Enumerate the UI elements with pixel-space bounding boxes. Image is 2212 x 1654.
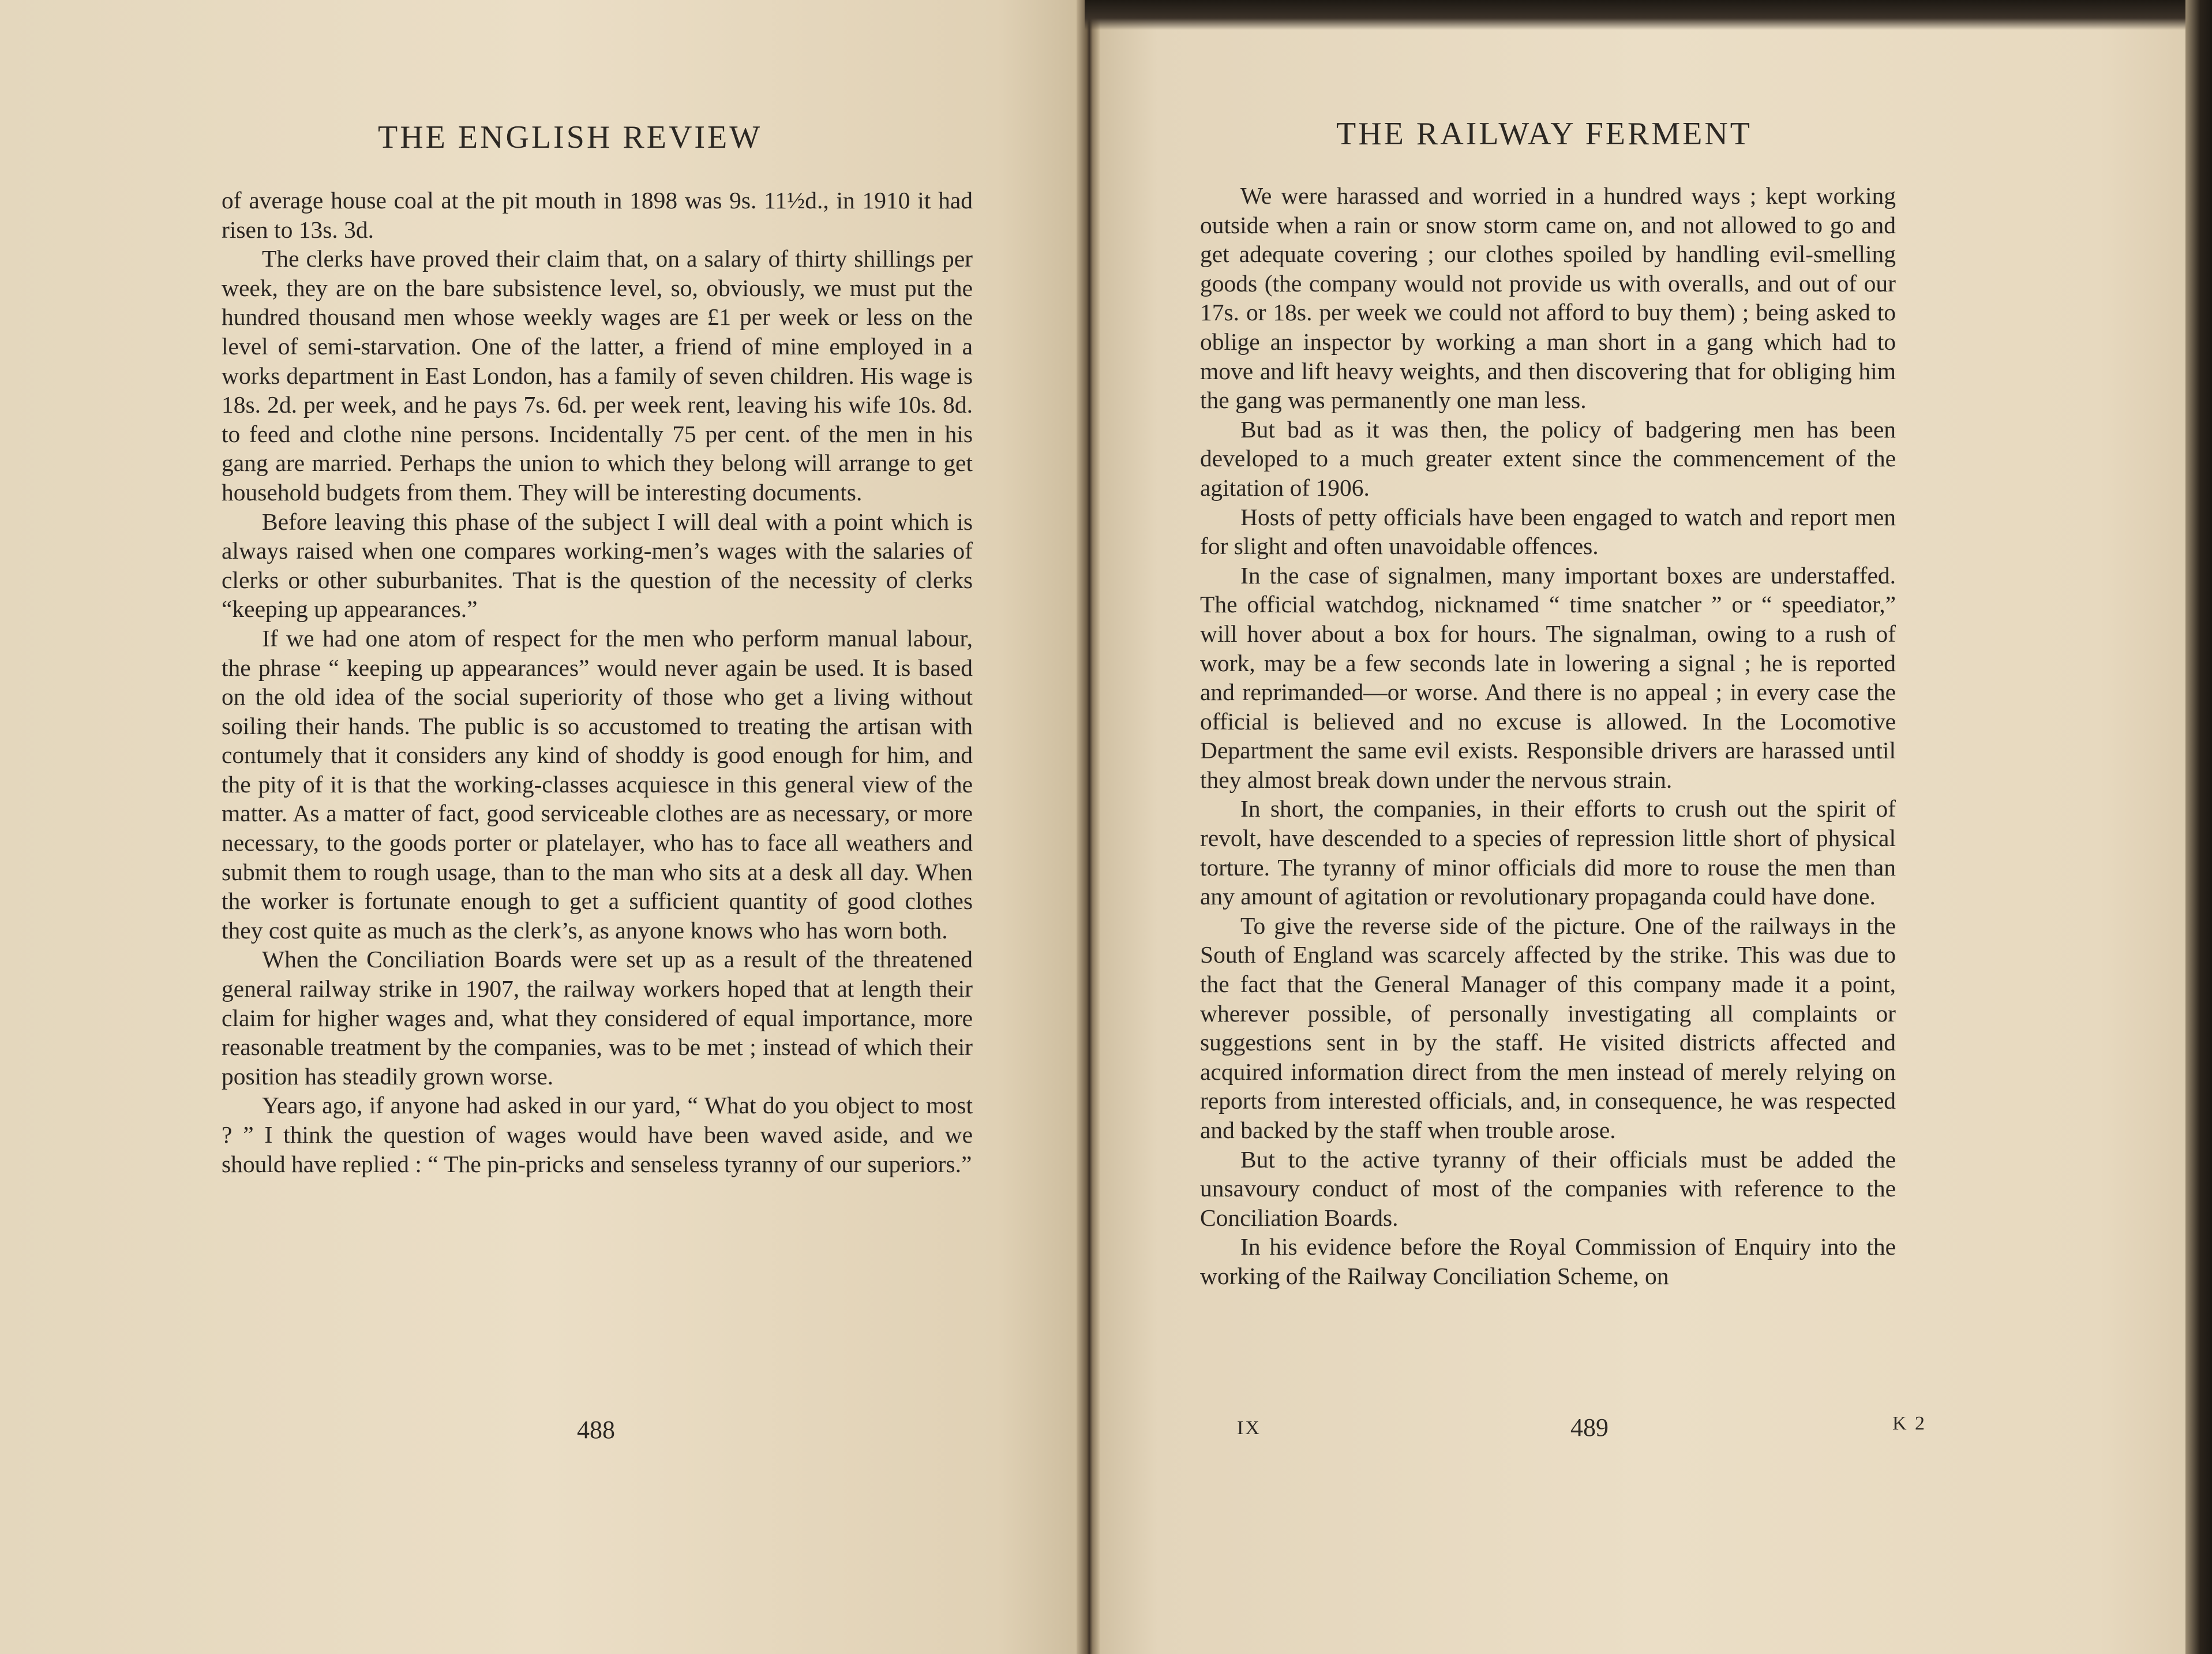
right-paragraph-7: But to the active tyranny of their officials must be added the unsavoury conduct of most of the companies with reference to the Conciliation Boards. [1200, 1146, 1896, 1231]
left-text-block [222, 186, 973, 1178]
right-paragraph-4: In the case of signalmen, many important boxes are understaffed. The official watchdog, nicknamed “ time snatcher ” or “ speediator,” will hover about a box for hours. The signalman, owing to a rush of work, may be a few seconds late in lowering a signal ; he is reported and reprimanded—or worse. And there is no appeal ; in every case the official is believed and no excuse is allowed. In the Locomotive Department the same evil exists. Responsible drivers are harassed until they almost break down under the nervous strain. [1200, 562, 1896, 793]
page-right-edge [2185, 0, 2212, 1654]
right-paragraph-8: In his evidence before the Royal Commission of Enquiry into the working of the Railway Conciliation Scheme, on [1200, 1233, 1896, 1289]
right-text-block [1200, 181, 1896, 1291]
left-running-head: THE ENGLISH REVIEW [378, 119, 763, 155]
left-folio: 488 [577, 1416, 615, 1444]
left-paragraph-4: If we had one atom of respect for the men who perform manual labour, the phrase “ keeping up appearances” would never again be used. It is based on the old idea of the social superiority of those who get a living without soiling their hands. The public is so accustomed to treating the artisan with contumely that it considers any kind of shoddy is good enough for him, and the pity of it is that the working-classes acquiesce in this general view of the matter. As a matter of fact, good serviceable clothes are as necessary, or more necessary, to the goods porter or platelayer, who has to face all weathers and submit them to rough usage, than to the man who sits at a desk all day. When the worker is fortunate enough to get a sufficient quantity of good clothes they cost quite as much as the clerk’s, as anyone knows who has worn both. [222, 624, 973, 944]
left-page [0, 0, 1085, 1654]
right-paragraph-5: In short, the companies, in their efforts to crush out the spirit of revolt, have descended to a species of repression little short of physical torture. The tyranny of minor officials did more to rouse the men than any amount of agitation or revolutionary propaganda could have done. [1200, 795, 1896, 910]
left-paragraph-1: of average house coal at the pit mouth in 1898 was 9s. 11½d., in 1910 it had risen to 13s. 3d. [222, 187, 973, 243]
right-signature-left: IX [1237, 1417, 1261, 1439]
right-signature-right: K 2 [1892, 1413, 1927, 1434]
left-paragraph-6: Years ago, if anyone had asked in our yard, “ What do you object to most ? ” I think the question of wages would have been waved aside, and we should have replied : “ The pin-pricks and senseless tyranny of our superiors.” [222, 1092, 973, 1177]
right-paragraph-1: We were harassed and worried in a hundred ways ; kept working outside when a rain or snow storm came on, and not allowed to go and get adequate covering ; our clothes spoiled by handling evil-smelling goods (the company would not provide us with overalls, and out of our 17s. or 18s. per week we could not afford to buy them) ; being asked to oblige an inspector by working a man short in a gang which had to move and lift heavy weights, and then discovering that for obliging him the gang was permanently one man less. [1200, 182, 1896, 414]
right-page [1090, 0, 2212, 1654]
left-paragraph-3: Before leaving this phase of the subject I will deal with a point which is always raised when one compares working-men’s wages with the salaries of clerks or other suburbanites. That is the question of the necessity of clerks “keeping up appearances.” [222, 508, 973, 623]
right-running-head: THE RAILWAY FERMENT [1336, 116, 1753, 152]
right-paragraph-2: But bad as it was then, the policy of badgering men has been developed to a much greater extent since the commencement of the agitation of 1906. [1200, 416, 1896, 501]
right-paragraph-3: Hosts of petty officials have been engaged to watch and report men for slight and often unavoidable offences. [1200, 503, 1896, 560]
right-paragraph-6: To give the reverse side of the picture. One of the railways in the South of England was scarcely affected by the strike. This was due to the fact that the General Manager of this company made it a point, wherever possible, of personally investigating all complaints or suggestions sent in by the staff. He visited districts affected and acquired information direct from the men instead of merely relying on reports from interested officials, and, in consequence, he was respected and backed by the staff when trouble arose. [1200, 912, 1896, 1143]
book-gutter [1077, 0, 1100, 1654]
left-paragraph-5: When the Conciliation Boards were set up as a result of the threatened general railway strike in 1907, the railway workers hoped that at length their claim for higher wages and, what they considered of equal importance, more reasonable treatment by the companies, was to be met ; instead of which their position has steadily grown worse. [222, 946, 973, 1090]
left-paragraph-2: The clerks have proved their claim that, on a salary of thirty shillings per week, they are on the bare subsistence level, so, obviously, we must put the hundred thousand men whose weekly wages are £1 per week or less on the level of semi-starvation. One of the latter, a friend of mine employed in a works department in East London, has a family of seven children. His wage is 18s. 2d. per week, and he pays 7s. 6d. per week rent, leaving his wife 10s. 8d. to feed and clothe nine persons. Incidentally 75 per cent. of the men in his gang are married. Perhaps the union to which they belong will arrange to get household budgets from them. They will be interesting documents. [222, 245, 973, 506]
right-folio: 489 [1570, 1413, 1609, 1442]
page-top-shadow [1085, 0, 2212, 30]
